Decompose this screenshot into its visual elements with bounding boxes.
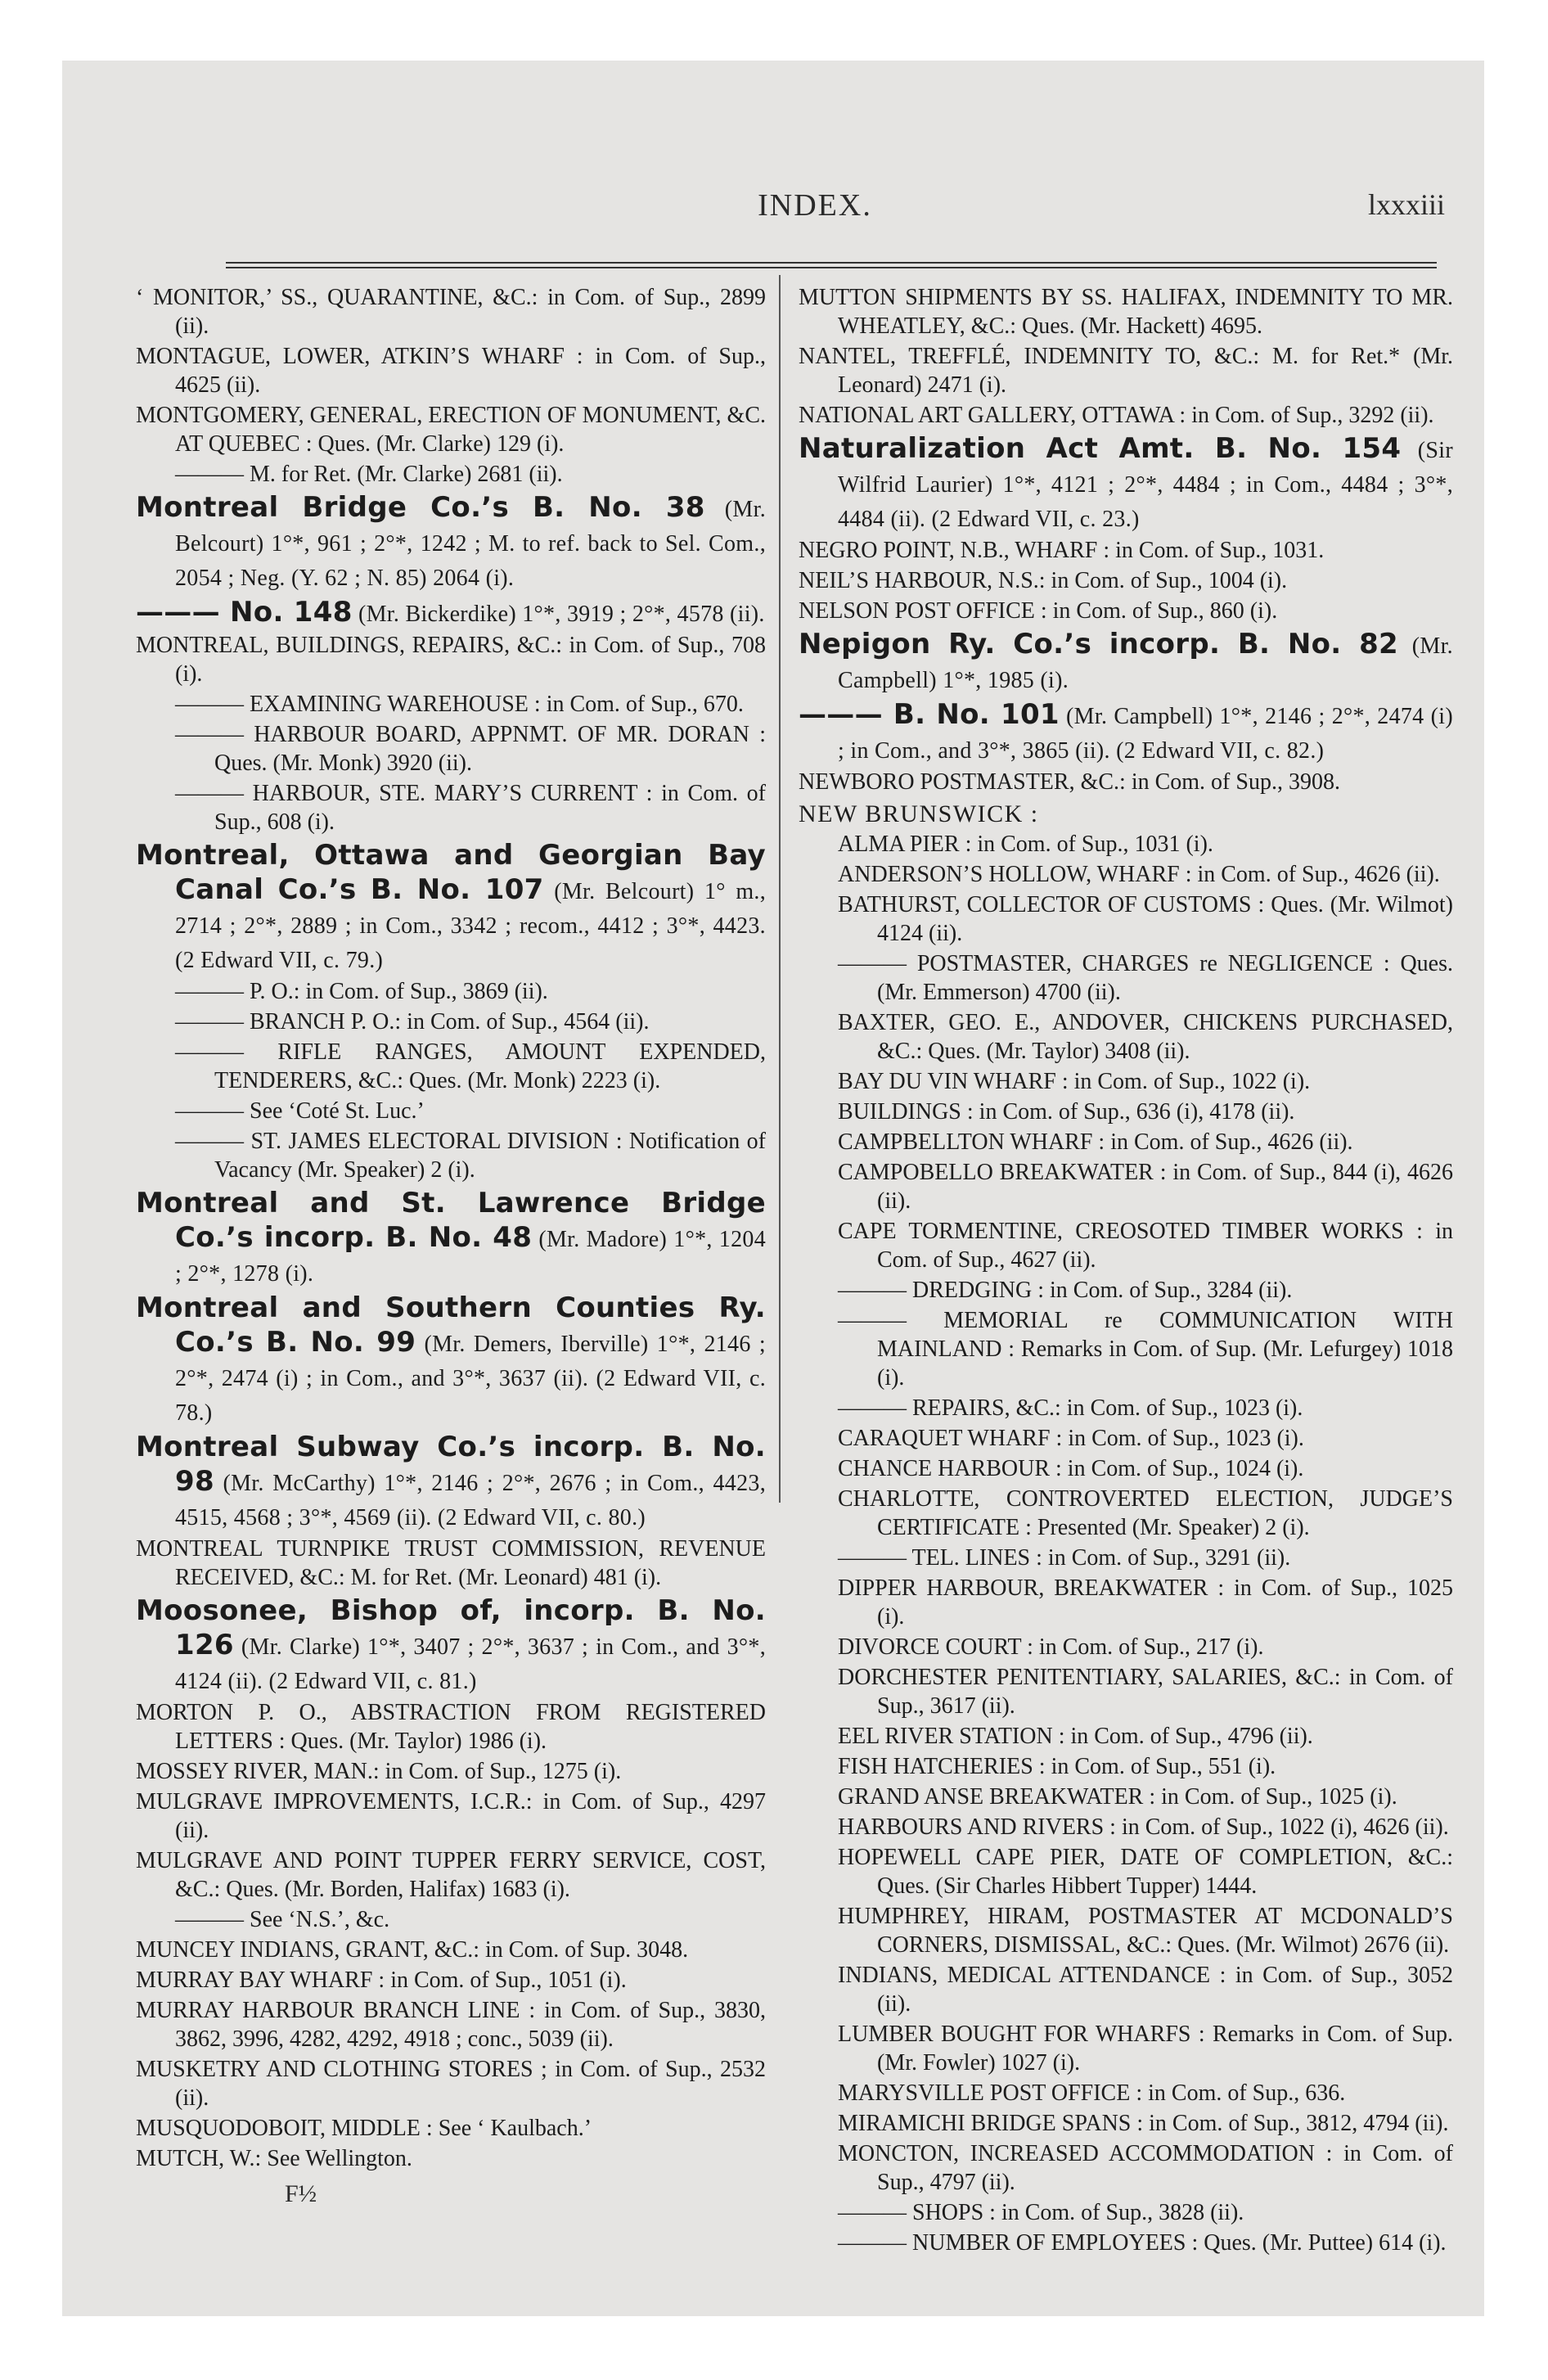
entry-detail: (Sir Wilfrid Laurier) 1°*, 4121 ; 2°*, 4484 ; in Com., 4484 ; 3°*, 4484 (ii). (2 Edward VII, c. 23.) [838,438,1453,532]
index-entry: ANDERSON’S HOLLOW, WHARF : in Com. of Sup., 4626 (ii). [838,862,1440,887]
index-entry: DIVORCE COURT : in Com. of Sup., 217 (i). [838,1634,1264,1660]
index-entry: ——— HARBOUR BOARD, APPNMT. OF MR. DORAN : Ques. (Mr. Monk) 3920 (ii). [175,722,766,776]
index-entry: LUMBER BOUGHT FOR WHARFS : Remarks in Com. of Sup. (Mr. Fowler) 1027 (i). [838,2022,1453,2076]
index-entry: DIPPER HARBOUR, BREAKWATER : in Com. of Sup., 1025 (i). [838,1575,1453,1629]
index-entry: FISH HATCHERIES : in Com. of Sup., 551 (i). [838,1754,1276,1779]
index-entry: ——— REPAIRS, &C.: in Com. of Sup., 1023 (i). [838,1395,1303,1421]
index-entry: ——— HARBOUR, STE. MARY’S CURRENT : in Com. of Sup., 608 (i). [175,781,766,835]
index-entry: ——— M. for Ret. (Mr. Clarke) 2681 (ii). [175,462,563,487]
entry-detail: (Mr. Campbell) 1°*, 2146 ; 2°*, 2474 (i) ; in Com., and 3°*, 3865 (ii). (2 Edward VII, c. 82.) [838,704,1453,764]
index-entry: CAMPBELLTON WHARF : in Com. of Sup., 4626 (ii). [838,1129,1353,1155]
index-entry: MUNCEY INDIANS, GRANT, &C.: in Com. of Sup. 3048. [136,1937,689,1963]
index-entry: MULGRAVE IMPROVEMENTS, I.C.R.: in Com. of Sup., 4297 (ii). [136,1789,766,1843]
index-entry: MURRAY BAY WHARF : in Com. of Sup., 1051 (i). [136,1968,627,1993]
index-entry: MUSQUODOBOIT, MIDDLE : See ‘ Kaulbach.’ [136,2116,592,2141]
index-entry-heading [136,490,766,593]
index-entry: ——— ST. JAMES ELECTORAL DIVISION : Notification of Vacancy (Mr. Speaker) 2 (i). [175,1129,766,1183]
index-entry: BAXTER, GEO. E., ANDOVER, CHICKENS PURCHASED, &C.: Ques. (Mr. Taylor) 3408 (ii). [838,1010,1453,1064]
signature-mark: F½ [285,2180,317,2207]
index-entry: ALMA PIER : in Com. of Sup., 1031 (i). [838,832,1213,857]
index-entry: HOPEWELL CAPE PIER, DATE OF COMPLETION, &C.: Ques. (Sir Charles Hibbert Tupper) 1444. [838,1845,1453,1899]
index-entry: CHARLOTTE, CONTROVERTED ELECTION, JUDGE’S CERTIFICATE : Presented (Mr. Speaker) 2 (i). [838,1486,1453,1540]
index-entry: ——— RIFLE RANGES, AMOUNT EXPENDED, TENDERERS, &C.: Ques. (Mr. Monk) 2223 (i). [175,1039,766,1093]
entry-detail: (Mr. Demers, Iberville) 1°*, 2146 ; 2°*, 2474 (i) ; in Com., and 3°*, 3637 (ii). (2 Edward VII, c. 78.) [175,1332,766,1426]
index-entry: ——— See ‘N.S.’, &c. [175,1907,390,1932]
entry-title: Montreal Subway Co.’s incorp. B. No. 98 [136,1431,766,1498]
index-entry: ——— DREDGING : in Com. of Sup., 3284 (ii). [838,1278,1293,1303]
header-rule-bottom [226,267,1437,268]
index-entry-heading [136,1430,766,1533]
left-column [136,283,766,2175]
section-heading: NEW BRUNSWICK : [799,800,1039,827]
index-entry: ‘ MONITOR,’ SS., QUARANTINE, &C.: in Com. of Sup., 2899 (ii). [136,285,766,339]
entry-detail: (Mr. Madore) 1°*, 1204 ; 2°*, 1278 (i). [175,1227,766,1287]
scanned-page [62,61,1484,2316]
index-entry: MUTTON SHIPMENTS BY SS. HALIFAX, INDEMNITY TO MR. WHEATLEY, &C.: Ques. (Mr. Hackett) 4695. [799,285,1453,339]
index-entry: CAMPOBELLO BREAKWATER : in Com. of Sup., 844 (i), 4626 (ii). [838,1160,1453,1214]
index-entry: MUSKETRY AND CLOTHING STORES ; in Com. of Sup., 2532 (ii). [136,2057,766,2111]
index-entry: CAPE TORMENTINE, CREOSOTED TIMBER WORKS : in Com. of Sup., 4627 (ii). [838,1219,1453,1273]
index-entry: MIRAMICHI BRIDGE SPANS : in Com. of Sup., 3812, 4794 (ii). [838,2111,1449,2136]
index-entry: GRAND ANSE BREAKWATER : in Com. of Sup., 1025 (i). [838,1784,1397,1810]
index-entry: INDIANS, MEDICAL ATTENDANCE : in Com. of Sup., 3052 (ii). [838,1963,1453,2017]
entry-detail: (Mr. Belcourt) 1° m., 2714 ; 2°*, 2889 ; in Com., 3342 ; recom., 4412 ; 3°*, 4423. (2 Edward VII, c. 79.) [175,879,766,973]
index-entry: CARAQUET WHARF : in Com. of Sup., 1023 (i). [838,1426,1304,1451]
entry-title: Naturalization Act Amt. B. No. 154 [799,432,1402,465]
index-entry: ——— P. O.: in Com. of Sup., 3869 (ii). [175,979,548,1004]
entry-title: Montreal and Southern Counties Ry. Co.’s B. No. 99 [136,1291,766,1359]
page-title: INDEX. [758,188,872,223]
index-entry-heading [799,627,1453,696]
entry-title: Nepigon Ry. Co.’s incorp. B. No. 82 [799,628,1399,660]
index-entry: HUMPHREY, HIRAM, POSTMASTER AT MCDONALD’S CORNERS, DISMISSAL, &C.: Ques. (Mr. Wilmot) 2676 (ii). [838,1904,1453,1958]
entry-detail: (Mr. Belcourt) 1°*, 961 ; 2°*, 1242 ; M. to ref. back to Sel. Com., 2054 ; Neg. (Y. 62 ; N. 85) 2064 (i). [175,497,767,591]
index-entry: EEL RIVER STATION : in Com. of Sup., 4796 (ii). [838,1724,1313,1749]
index-entry: ——— TEL. LINES : in Com. of Sup., 3291 (ii). [838,1545,1291,1571]
index-entry: NELSON POST OFFICE : in Com. of Sup., 860 (i). [799,598,1278,624]
index-entry: ——— MEMORIAL re COMMUNICATION WITH MAINLAND : Remarks in Com. of Sup. (Mr. Lefurgey) 1018 (i). [838,1308,1453,1391]
entry-title: Montreal, Ottawa and Georgian Bay Canal Co.’s B. No. 107 [136,839,766,906]
index-entry: CHANCE HARBOUR : in Com. of Sup., 1024 (i). [838,1456,1304,1481]
index-entry-heading [136,595,766,629]
entry-detail: (Mr. Bickerdike) 1°*, 3919 ; 2°*, 4578 (ii). [352,602,765,627]
index-entry: ——— SHOPS : in Com. of Sup., 3828 (ii). [838,2200,1244,2225]
entry-detail: (Mr. McCarthy) 1°*, 2146 ; 2°*, 2676 ; in Com., 4423, 4515, 4568 ; 3°*, 4569 (ii). (2 Edward VII, c. 80.) [175,1471,766,1530]
index-entry: ——— NUMBER OF EMPLOYEES : Ques. (Mr. Puttee) 614 (i). [838,2230,1447,2256]
index-entry: MURRAY HARBOUR BRANCH LINE : in Com. of Sup., 3830, 3862, 3996, 4282, 4292, 4918 ; conc., 5039 (ii). [136,1998,766,2052]
index-entry: MULGRAVE AND POINT TUPPER FERRY SERVICE, COST, &C.: Ques. (Mr. Borden, Halifax) 1683 (i). [136,1848,766,1902]
index-entry: NEGRO POINT, N.B., WHARF : in Com. of Sup., 1031. [799,538,1325,563]
entry-title: Montreal Bridge Co.’s B. No. 38 [136,491,705,524]
page-header [185,187,1445,237]
header-rule-top [226,262,1437,264]
index-entry: MONTREAL, BUILDINGS, REPAIRS, &C.: in Com. of Sup., 708 (i). [136,633,766,687]
entry-detail: (Mr. Clarke) 1°*, 3407 ; 2°*, 3637 ; in Com., and 3°*, 4124 (ii). (2 Edward VII, c. 81.) [175,1634,766,1694]
column-divider [779,275,781,1503]
index-entry: MONTREAL TURNPIKE TRUST COMMISSION, REVENUE RECEIVED, &C.: M. for Ret. (Mr. Leonard) 481 (i). [136,1536,766,1590]
index-entry: BAY DU VIN WHARF : in Com. of Sup., 1022 (i). [838,1069,1311,1094]
index-entry: ——— BRANCH P. O.: in Com. of Sup., 4564 (ii). [175,1009,650,1034]
index-entry: MONTGOMERY, GENERAL, ERECTION OF MONUMENT, &C. AT QUEBEC : Ques. (Mr. Clarke) 129 (i). [136,403,766,457]
index-entry-heading [799,697,1453,766]
index-entry-heading [136,1291,766,1428]
index-entry: MONCTON, INCREASED ACCOMMODATION : in Com. of Sup., 4797 (ii). [838,2141,1453,2195]
index-entry-heading [799,431,1453,534]
entry-title: Montreal and St. Lawrence Bridge Co.’s incorp. B. No. 48 [136,1187,766,1254]
index-entry: MUTCH, W.: See Wellington. [136,2146,412,2171]
entry-title: ——— B. No. 101 [799,698,1060,731]
index-entry-heading [136,1186,766,1289]
index-entry: NATIONAL ART GALLERY, OTTAWA : in Com. of Sup., 3292 (ii). [799,403,1434,428]
index-entry: MOSSEY RIVER, MAN.: in Com. of Sup., 1275 (i). [136,1759,622,1784]
index-entry: NEIL’S HARBOUR, N.S.: in Com. of Sup., 1004 (i). [799,568,1288,593]
index-entry: MARYSVILLE POST OFFICE : in Com. of Sup., 636. [838,2080,1346,2106]
index-entry: MORTON P. O., ABSTRACTION FROM REGISTERED LETTERS : Ques. (Mr. Taylor) 1986 (i). [136,1700,766,1754]
index-entry: BUILDINGS : in Com. of Sup., 636 (i), 4178 (ii). [838,1099,1295,1125]
index-entry: ——— EXAMINING WAREHOUSE : in Com. of Sup., 670. [175,692,744,717]
index-entry: DORCHESTER PENITENTIARY, SALARIES, &C.: in Com. of Sup., 3617 (ii). [838,1665,1453,1719]
index-entry: ——— POSTMASTER, CHARGES re NEGLIGENCE : Ques. (Mr. Emmerson) 4700 (ii). [838,951,1453,1005]
index-entry: ——— See ‘Coté St. Luc.’ [175,1098,425,1124]
index-entry-heading [136,1593,766,1697]
entry-detail: (Mr. Campbell) 1°*, 1985 (i). [838,633,1453,693]
index-entry: HARBOURS AND RIVERS : in Com. of Sup., 1022 (i), 4626 (ii). [838,1814,1449,1840]
index-entry: NEWBORO POSTMASTER, &C.: in Com. of Sup., 3908. [799,769,1340,795]
entry-title: Moosonee, Bishop of, incorp. B. No. 126 [136,1594,766,1661]
entry-title: ——— No. 148 [136,596,353,629]
index-entry: MONTAGUE, LOWER, ATKIN’S WHARF : in Com. of Sup., 4625 (ii). [136,344,766,398]
index-entry: NANTEL, TREFFLÉ, INDEMNITY TO, &C.: M. for Ret.* (Mr. Leonard) 2471 (i). [799,344,1453,398]
index-entry-heading [136,838,766,976]
page-number: lxxxiii [1367,188,1445,221]
index-entry: BATHURST, COLLECTOR OF CUSTOMS : Ques. (Mr. Wilmot) 4124 (ii). [838,892,1453,946]
right-column [799,283,1453,2259]
